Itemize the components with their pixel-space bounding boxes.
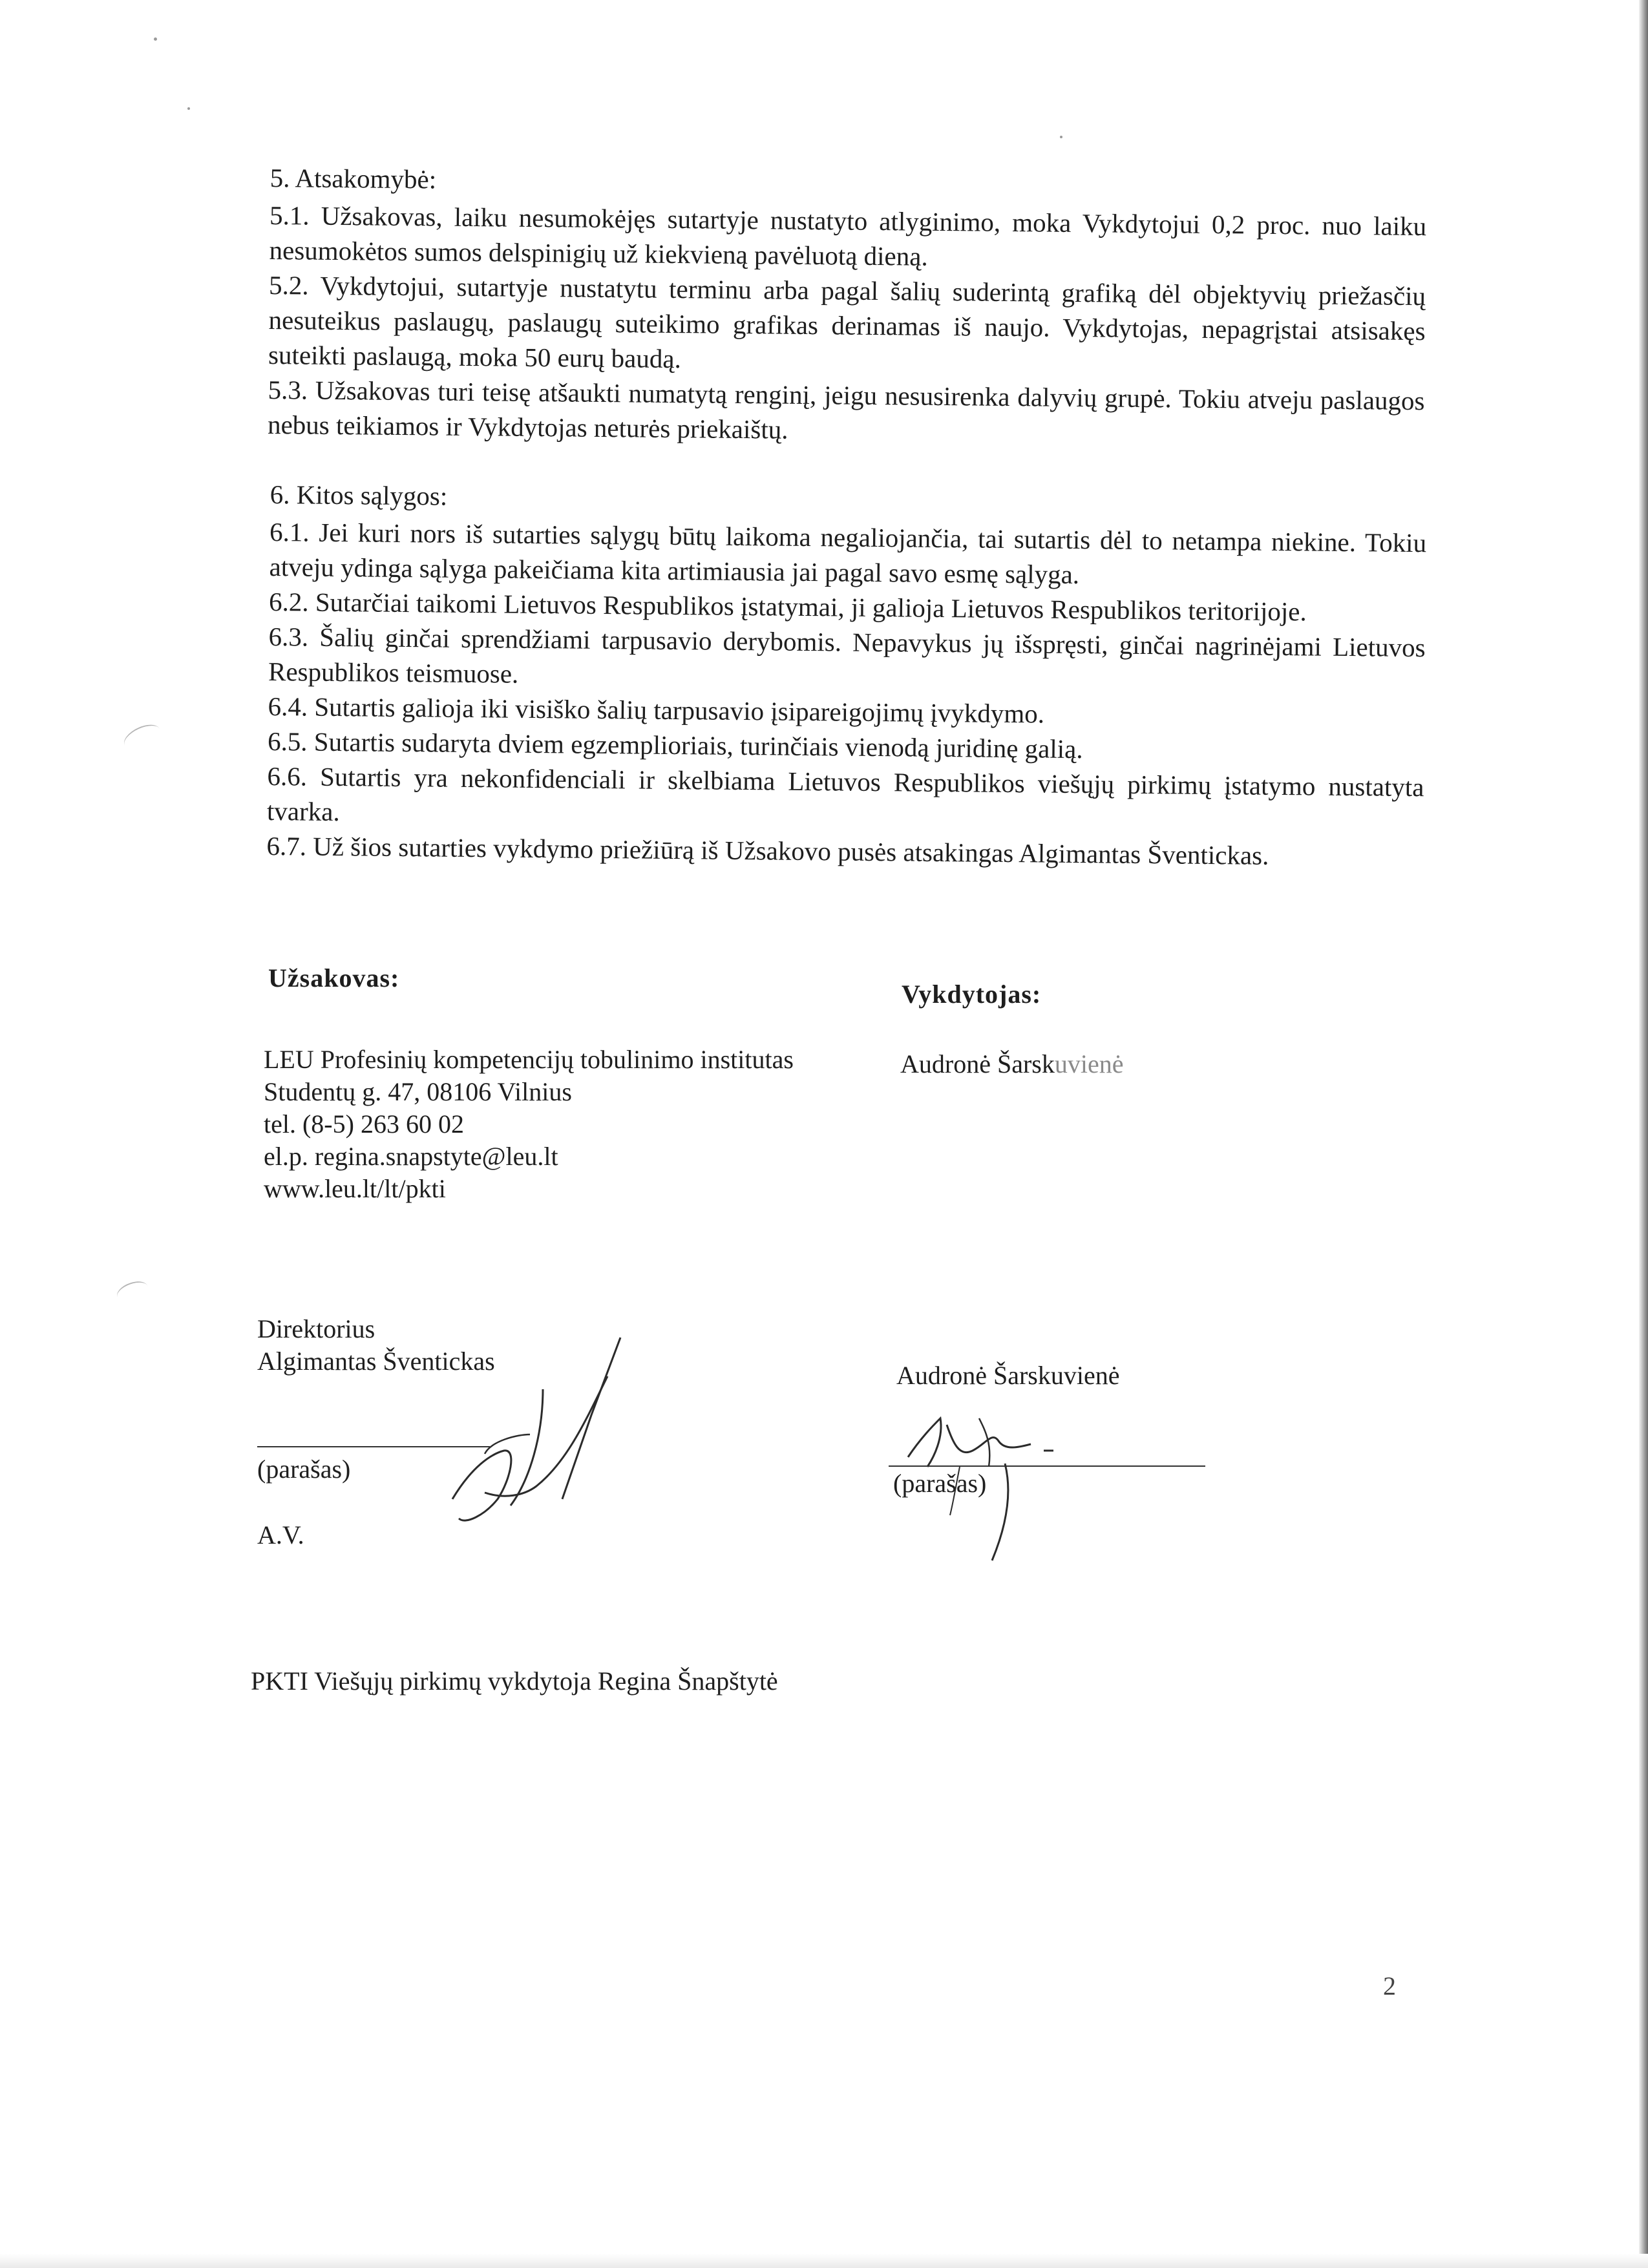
scan-speck — [154, 37, 157, 41]
stamp-placeholder: A.V. — [257, 1520, 304, 1549]
clause-6-6: 6.6. Sutartis yra nekonfidenciali ir skelbiama Lietuvos Respublikos viešųjų pirkimų įstatymo nustatyta tvarka. — [266, 761, 1424, 827]
clause-6-3: 6.3. Šalių ginčai sprendžiami tarpusavio derybomis. Nepavykus jų išspręsti, ginčai nagrinėjami Lietuvos Respublikos teismuose. — [268, 621, 1426, 689]
clause-6-7: 6.7. Už šios sutarties vykdymo priežiūrą iš Užsakovo pusės atsakingas Algimantas Šventickas. — [266, 830, 1269, 870]
contractor-handwritten-signature — [895, 1405, 1089, 1573]
client-contacts — [264, 1044, 794, 1205]
scan-mark — [120, 720, 164, 755]
client-label: Užsakovas: — [268, 963, 400, 992]
page-number: 2 — [1383, 1971, 1396, 2000]
scan-right-edge-shadow — [1639, 0, 1648, 2268]
scan-speck — [1060, 136, 1062, 138]
contractor-name-text: Audronė Šarsk — [900, 1049, 1055, 1078]
contractor-name-faded-text: uvienė — [1054, 1049, 1124, 1078]
contractor-label: Vykdytojas: — [902, 980, 1042, 1009]
clause-5-1: 5.1. Užsakovas, laiku nesumokėjęs sutartyje nustatyto atlyginimo, moka Vykdytojui 0,2 proc. nuo laiku nesumokėtos sumos delspinigių už kiekvieną pavėluotą dieną. — [269, 200, 1427, 271]
client-signer-title: Direktorius — [257, 1314, 375, 1343]
client-email: el.p. regina.snapstyte@leu.lt — [264, 1142, 558, 1171]
contractor-name — [900, 1049, 1123, 1079]
client-phone: tel. (8-5) 263 60 02 — [264, 1109, 464, 1139]
scan-speck — [187, 107, 190, 110]
client-organization: LEU Profesinių kompetencijų tobulinimo institutas — [264, 1045, 794, 1074]
section-5-liability — [268, 160, 1427, 453]
client-address: Studentų g. 47, 08106 Vilnius — [264, 1077, 572, 1106]
client-handwritten-signature — [446, 1338, 633, 1531]
clause-5-3: 5.3. Užsakovas turi teisę atšaukti numatytą renginį, jeigu nesusirenka dalyvių grupė. Tokiu atveju paslaugos nebus teikiamos ir Vykdytojas neturės priekaištų. — [267, 374, 1425, 445]
client-signer-name: Algimantas Šventickas — [257, 1347, 495, 1376]
section-6-other-conditions — [266, 477, 1427, 874]
contractor-signer-name: Audronė Šarskuvienė — [896, 1361, 1120, 1390]
clause-6-4: 6.4. Sutartis galioja iki visiško šalių tarpusavio įsipareigojimų įvykdymo. — [268, 691, 1045, 729]
section-5-heading: 5. Atsakomybė: — [269, 162, 437, 194]
clause-5-2: 5.2. Vykdytojui, sutartyje nustatytu terminu arba pagal šalių suderintą grafiką dėl objektyvių priežasčių nesuteikus paslaugų, paslaugų suteikimo grafikas derinamas iš naujo. Vykdytojas, nepagrįstai atsisakęs suteikti paslaugą, moka 50 eurų baudą. — [268, 269, 1426, 374]
clause-6-2: 6.2. Sutarčiai taikomi Lietuvos Respublikos įstatymai, ji galioja Lietuvos Respublikos teritorijoje. — [268, 586, 1307, 627]
procurement-officer-note: PKTI Viešųjų pirkimų vykdytoja Regina Šnapštytė — [251, 1666, 778, 1696]
client-website: www.leu.lt/lt/pkti — [264, 1174, 446, 1203]
clause-6-5: 6.5. Sutartis sudaryta dviem egzemplioriais, turinčiais vienodą juridinę galią. — [267, 726, 1083, 764]
clause-6-1: 6.1. Jei kuri nors iš sutarties sąlygų būtų laikoma negaliojančia, tai sutartis dėl to netampa niekine. Tokiu atveju ydinga sąlyga pakeičiama kita artimiausia jai pagal savo esmę sąlyga. — [269, 516, 1427, 590]
section-6-heading: 6. Kitos sąlygos: — [269, 479, 448, 511]
scan-bottom-edge — [0, 2254, 1648, 2268]
client-signature-caption: (parašas) — [257, 1454, 351, 1484]
contractor-signature-caption: (parašas) — [893, 1469, 987, 1498]
scan-mark — [114, 1277, 151, 1305]
